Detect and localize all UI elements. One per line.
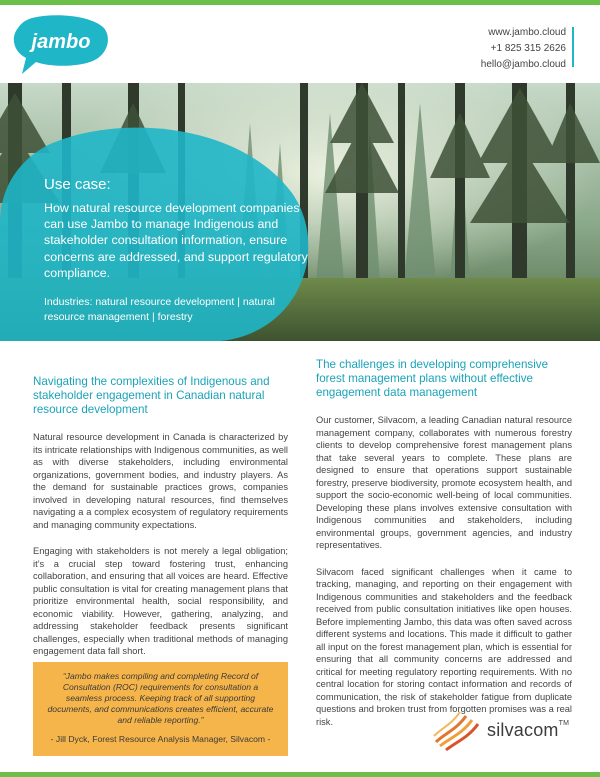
bottom-accent-bar [0,772,600,777]
left-paragraph-1: Natural resource development in Canada is characterized by its intricate relationships with Indigenous communities, as well as with diverse stakeholders, including environmental organizations, government bodies, and industry players. As the demand for sustainable practices grows, companies involved in developing natural resources, find themselves navigating a a complex ecosystem of regulatory requirements and managing community expectations. [33,432,288,530]
silvacom-trademark: TM [558,720,570,727]
left-column [33,375,288,672]
silvacom-mark-icon [430,708,482,752]
silvacom-wordmark [487,720,569,741]
industries-list: Industries: natural resource development | natural resource management | forestry [44,296,275,323]
logo-text: jambo [31,31,91,53]
testimonial-quote-box [33,662,288,756]
hero-forest-image [0,83,600,341]
left-section-heading: Navigating the complexities of Indigenous and stakeholder engagement in Canadian natural resource development [33,375,270,416]
contact-divider [572,27,574,67]
use-case-description: How natural resource development companies can use Jambo to manage Indigenous and stakeholder consultation information, ensure concerns are addressed, and support regulatory compliance. [44,201,308,280]
jambo-logo[interactable] [12,14,110,76]
contact-block [481,25,566,73]
use-case-panel [44,176,314,324]
testimonial-attribution: - Jill Dyck, Forest Resource Analysis Manager, Silvacom - [50,734,271,744]
right-paragraph-1: Our customer, Silvacom, a leading Canadian natural resource management company, collaborates with numerous forestry clients to develop comprehensive forest management plans that take several years to complete. These plans are designed to ensure that operations support sustainable forestry, preserve biodiversity, promote ecosystem health, and support the socio-economic well-being of local communities. Developing these plans involves extensive consultation with Indigenous communities and stakeholders, including environmental groups, government agencies, and industry representatives. [316,415,572,550]
phone-number[interactable]: +1 825 315 2626 [490,43,566,54]
right-column [316,358,572,742]
use-case-heading: Use case: [44,176,111,193]
silvacom-logo [430,708,580,752]
silvacom-name: silvacom [487,720,559,740]
testimonial-quote: “Jambo makes compiling and completing Record of Consultation (ROC) requirements for consultation a seamless process. Keeping track of all supporting documents, and communications creates efficient, accurate and reliable reporting.” [47,671,274,725]
right-section-heading: The challenges in developing comprehensive forest management plans without effective engagement data management [316,358,549,399]
right-paragraph-2: Silvacom faced significant challenges when it came to tracking, managing, and reporting on their engagement with Indigenous communities and stakeholders and the feedback received from public consultation initiatives like open houses. Before implementing Jambo, this data was often saved across different systems and locations. This made it difficult to gather all input on the forest management plan, which is essential for ensuring that all community concerns are addressed and critical for meeting regulatory reporting requirements. With no central location for storing contact information and records of communication, the risk of stakeholder fatigue from duplicate questions and broken trust from forgotten promises was a real risk. [316,566,572,727]
website-link[interactable]: www.jambo.cloud [488,27,566,38]
jambo-logo-bubble [12,14,110,76]
top-accent-bar [0,0,600,5]
left-paragraph-2: Engaging with stakeholders is not merely a legal obligation; it’s a crucial step toward fostering trust, enhancing collaboration, and ensuring that all voices are heard. Effective public consultation is vital for creating management plans that prioritize environmental health, social responsibility, and economic viability. However, gathering, analyzing, and addressing stakeholder feedback presents significant challenges, especially when traditional methods of managing engagement data fall short. [33,546,288,656]
email-link[interactable]: hello@jambo.cloud [480,59,566,70]
